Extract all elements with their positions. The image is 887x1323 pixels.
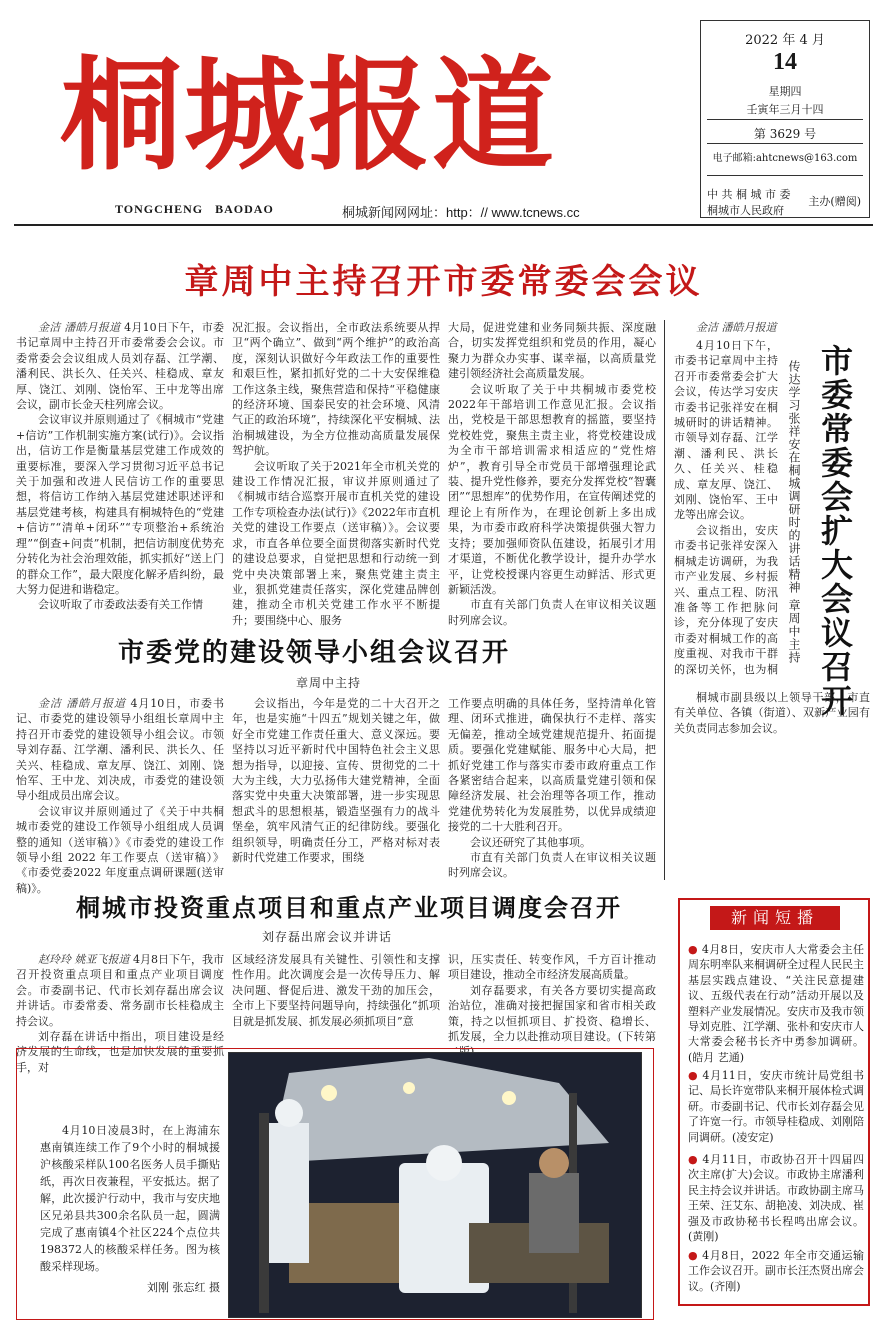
article1-text1: 4月10日下午，市委书记章周中主持召开市委常委会会议。市委常委会会议组成人员刘存磊、江学潮、潘利民、洪长久、任关兴、桂稳成、章友厚、饶江、刘刚、饶怡军、王中龙等出席会议，副市长金天柱列席会议。 (16, 321, 225, 412)
article4-text1: 4月8日下午，我市召开投资重点项目和重点产业项目调度会。市委副书记、代市长刘存磊出席会议并讲话。市委常委、常务副市长桂稳成主持会议。 (16, 953, 224, 1028)
article3-byline: 金洁 潘皓月报道 (38, 697, 126, 710)
article1-text8: 市直有关部门负责人在审议相关议题时列席会议。 (448, 598, 656, 627)
article2-text3: 桐城市副县级以上领导干部，市直有关单位、各镇（街道）、双新产业园有关负责同志参加会议。 (674, 691, 870, 735)
bullet-icon: ● (688, 1069, 699, 1082)
article3-text1: 4月10日，市委书记、市委党的建设领导小组组长章周中主持召开市委党的建设领导小组会议。市领导刘存磊、江学潮、潘利民、洪长久、任关兴、桂稳成、章友厚、饶江、刘刚、饶怡军、王中龙、刘决成，市委党的建设领导小组成员出席会议。 (16, 697, 224, 803)
article1-text5: 会议听取了关于2021年全市机关党的建设工作情况汇报，审议并原则通过了《桐城市结合巡察开展市直机关党的建设工作专项检查办法(试行)》《2022年市直机关党的建设工作要点（送审稿）》。会议要求，市直各单位要全面贯彻落实新时代党的建设总要求，自觉把思想和行动统一到党中央决策部署上来，聚焦党建主责主业，狠抓党建责任落实，深化党建品牌创建，推动全市机关党建工作水平不断提升；要围绕中心、服务 (232, 459, 440, 627)
issue-weekday: 星期四 (768, 85, 802, 98)
article3-subhead: 章周中主持 (296, 676, 362, 690)
brief-item (688, 1152, 864, 1244)
article1-col1 (16, 320, 224, 613)
issue-day: 14 (773, 49, 797, 75)
masthead-title: 桐城报道 (60, 43, 556, 187)
article3-text2: 会议审议并原则通过了《关于中共桐城市委党的建设工作领导小组组成人员调整的通知（送审稿）》《市委党的建设工作领导小组 2022 年工作要点（送审稿）》《市委党委2022 年度重点调研课题(送审稿)》。 (16, 804, 224, 895)
article1-text2: 会议审议并原则通过了《桐城市“党建+信访”工作机制实施方案(试行)》。会议指出，信访工作是衡量基层党建工作成效的重要标准，要深入学习贯彻习近平总书记关于加强和改进人民信访工作的重要思想，将信访工作纳入基层党建述职述评和基层党建考核，构建具有桐城特色的“党建+信访”“清单+闭环”“专项整治+系统治理”“倒查+问责”机制，把信访制度优势充分转化为社会治理效能，抓实抓好“送上门的群众工作”，最大限度化解矛盾纠纷，最大努力促进和谐稳定。 (16, 413, 224, 596)
article2-subhead: 传达学习张祥安在桐城调研时的讲话精神 章周中主持 (787, 360, 801, 664)
article4-headline: 桐城市投资重点项目和重点产业项目调度会召开 (76, 894, 622, 922)
article2-text2: 会议指出，安庆市委书记张祥安深入桐城走访调研，为我市产业发展、乡村振兴、重点工程、防汛准备等工作把脉问诊，充分体现了安庆市委对桐城工作的高度重视、对我市干群的深切关怀，也为桐 (674, 523, 778, 676)
news-briefs-box (678, 898, 870, 1306)
bullet-icon: ● (688, 943, 698, 956)
pinyin-2: BAODAO (215, 202, 274, 216)
photo-caption-text: 4月10日凌晨3时，在上海浦东惠南镇连续工作了9个小时的桐城援沪核酸采样队100名医务人员手撕贴纸，再次日夜兼程，平安抵达。据了解，此次援沪行动中，我市与安庆地区兄弟县共300余名队员一起，圆满完成了惠南镇4个社区224个点位共198372人的核酸采样任务。图为核酸采样现场。 (40, 1124, 220, 1273)
article3-text6: 市直有关部门负责人在审议相关议题时列席会议。 (448, 851, 656, 880)
issue-lunar: 壬寅年三月十四 (746, 103, 824, 116)
article4-byline: 赵玲玲 姚亚飞报道 (38, 953, 130, 966)
brief-text-2: 4月11日，安庆市统计局党组书记、局长许宽带队来桐开展体检式调研。市委副书记、代市长刘存磊会见了许宽一行。市领导桂稳成、刘刚陪同调研。(凌安定) (688, 1069, 864, 1144)
sponsor-note: 主办(赠阅) (808, 195, 861, 208)
bullet-icon: ● (688, 1153, 699, 1166)
brief-text-1: 4月8日，安庆市人大常委会主任周东明率队来桐调研全过程人民民主基层实践点建设、“关注民意提建议、五级代表在行动”活动开展以及塑料产业发展情况。安庆市及我市领导刘克胜、江学潮、张朴和安庆市人大常委会秘书长齐中勇参加调研。(皓月 艺通) (688, 943, 864, 1064)
photo-caption (40, 1122, 220, 1296)
article1-col3 (448, 320, 656, 628)
issue-number: 第 3629 号 (753, 127, 817, 141)
sponsor: 中 共 桐 城 市 委 桐城市人民政府 (707, 188, 791, 217)
photo-credit: 刘刚 张忘红 摄 (147, 1281, 220, 1294)
article2-byline: 金洁 潘皓月报道 (696, 321, 777, 334)
brief-item (688, 1068, 864, 1145)
bullet-icon: ● (688, 1249, 699, 1262)
issue-info-box (700, 20, 870, 218)
masthead-rule (14, 224, 873, 226)
article2-top (674, 320, 778, 335)
article4-text5: 刘存磊要求，有关各方要切实提高政治站位，准确对接把握国家和省市相关政策，持之以恒抓项目、扩投资、稳增长、抓发展，全力以赴推动项目建设。(下转第 (448, 983, 656, 1044)
article3-text3: 会议指出，今年是党的二十大召开之年，也是实施“十四五”规划关键之年，做好全市党建工作责任重大、意义深远。要坚持以习近平新时代中国特色社会主义思想为指导，以迎接、宣传、贯彻党的二十大为主线，大力弘扬伟大建党精神，全面落实党中央重大决策部署，进一步实现思想武斗的思想根基，锻造坚强有力的战斗堡垒，筑牢风清气正的纪律防线。要强化组织领导，明确责任分工，严格对标对表新时代党建工作要求，围绕 (232, 697, 440, 865)
article1-byline: 金洁 潘皓月报道 (38, 321, 121, 334)
article3-text5: 会议还研究了其他事项。 (470, 835, 591, 849)
article2-text-b (674, 690, 870, 890)
brief-item (688, 942, 864, 1065)
issue-date: 2022 年 4 月 (745, 33, 825, 48)
photo-illustration (229, 1053, 642, 1318)
article1-text6: 大局，促进党建和业务同频共振、深度融合，切实发挥党组织和党员的作用，凝心聚力为群众办实事、谋幸福，以高质量党建引领经济社会高质量发展。 (448, 321, 656, 381)
article4-subhead: 刘存磊出席会议并讲话 (262, 930, 393, 944)
article4-col3 (448, 952, 656, 1060)
news-photo (228, 1052, 642, 1318)
article4-text2: 刘存磊在讲话中指出，项目建设是经济发展的生命线，也是加快发展的重要抓手，对 (16, 1030, 224, 1074)
article2-headline: 市委常委会扩大会议召开 (816, 344, 854, 718)
article3-col1 (16, 696, 224, 896)
article3-col2 (232, 696, 440, 865)
article1-text3: 会议听取了市委政法委有关工作情 (38, 598, 203, 612)
article4-text3: 区域经济发展具有关键性、引领性和支撑性作用。此次调度会是一次传导压力、解决问题、督促后进、激发干劲的加压会，全市上下要坚持问题导向，持续强化“抓项目就是抓发展、抓发展必须抓项目”意 (232, 953, 440, 1028)
brief-text-3: 4月11日，市政协召开十四届四次主席(扩大)会议。市政协主席潘利民主持会议并讲话。市政协副主席马王荣、汪艾东、胡艳凌、刘决成、崔强及市政协秘书长程鸣出席会议。(黄刚) (688, 1153, 864, 1244)
article1-text7: 会议听取了关于中共桐城市委党校2022年干部培训工作意见汇报。会议指出，党校是干部思想教育的摇篮，要坚持党校姓党，聚焦主责主业，将党校建设成为全市干部培训需求相适应的“党性熔炉”，教育引导全市党员干部增强理论武装、提升党性修养，要充分发挥党校“智囊团”“思想库”的优势作用，在宣传阐述党的理论上有所作为，在理论创新上多出成果，为市委市政府科学决策提供强大智力支持；要加强师资队伍建设，拓展引才用才渠道，不断优化教学设计，提升办学水平，让党校授课内容更生动鲜活、形式更新颖活泼。 (448, 382, 656, 596)
article1-headline: 章周中主持召开市委常委会会议 (184, 262, 703, 302)
news-briefs-title: 新闻短播 (710, 906, 840, 930)
article1-col2 (232, 320, 440, 628)
article4-col2 (232, 952, 440, 1029)
website: 桐城新闻网网址：http：// www.tcnews.cc (342, 205, 580, 220)
brief-text-4: 4月8日，2022 年全市交通运输工作会议召开。副市长汪杰贤出席会议。(齐刚) (688, 1249, 864, 1293)
issue-email: 电子邮箱:ahtcnews@163.com (712, 153, 858, 164)
article1-text4: 况汇报。会议指出，全市政法系统要从捍卫“两个确立”、做到“两个维护”的政治高度，深刻认识做好今年政法工作的重要性和艰巨性，紧扣抓好党的二十大安保维稳工作这条主线，聚焦营造和保持“平稳健康的经济环境、国泰民安的社会环境、风清气正的政治环境”，持续深化平安桐城、法治桐城建设，为全方位推动高质量发展保驾护航。 (232, 321, 440, 458)
pinyin-1: TONGCHENG (115, 202, 204, 216)
article3-headline: 市委党的建设领导小组会议召开 (118, 638, 511, 668)
article2-text-a (674, 338, 778, 678)
article4-text4: 识，压实责任、转变作风，千方百计推动项目建设，推动全市经济发展高质量。 (448, 953, 656, 982)
masthead-pinyin (115, 202, 286, 217)
article3-text4: 工作要点明确的具体任务，坚持清单化管理、闭环式推进，确保执行不走样、落实无偏差，推动全域党建规范提升、拓面提质。要强化党建赋能、服务中心大局，把抓好党建工作与落实市委市政府重点工作各紧密结合起来，以高质量党建引领和保障经济发展、社会治理等各项工作，推动党建优势转化为发展胜势，以优异成绩迎接党的二十大胜利召开。 (448, 697, 656, 834)
brief-item (688, 1248, 864, 1294)
article2-text1: 4月10日下午，市委书记章周中主持召开市委常委会扩大会议，传达学习安庆市委书记张祥安在桐城研时的讲话精神。市领导刘存磊、江学潮、潘利民、洪长久、任关兴、桂稳成、章友厚、饶江、刘刚、饶怡军、王中龙等出席会议。 (674, 339, 778, 522)
article3-col3 (448, 696, 656, 881)
